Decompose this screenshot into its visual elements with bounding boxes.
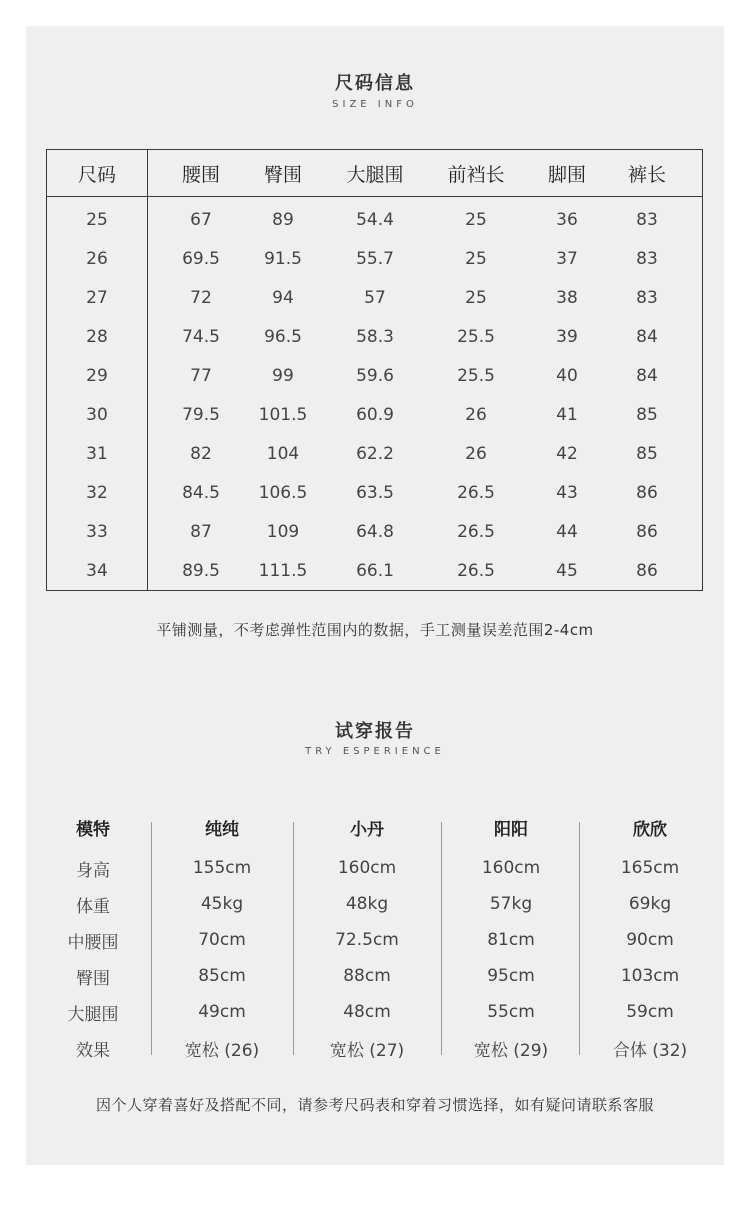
table-cell: 63.5 bbox=[356, 482, 394, 503]
table-cell: 111.5 bbox=[258, 560, 308, 581]
table-row-7 bbox=[47, 473, 702, 512]
measure-value: 57kg bbox=[489, 894, 533, 914]
table-row-2 bbox=[47, 278, 702, 317]
table-cell: 25 bbox=[465, 248, 487, 269]
measure-value: 48cm bbox=[343, 1002, 391, 1022]
table-cell: 42 bbox=[556, 443, 578, 464]
try-row bbox=[0, 958, 750, 994]
table-cell: 86 bbox=[636, 482, 658, 503]
table-cell: 106.5 bbox=[258, 482, 308, 503]
measure-value: 69kg bbox=[628, 894, 672, 914]
measure-value: 55cm bbox=[487, 1002, 535, 1022]
table-cell: 25 bbox=[465, 287, 487, 308]
table-cell: 26.5 bbox=[457, 482, 495, 503]
table-cell: 84.5 bbox=[182, 482, 220, 503]
measure-label: 臀围 bbox=[76, 968, 110, 989]
table-cell: 84 bbox=[636, 326, 658, 347]
column-separator bbox=[293, 822, 294, 1055]
table-cell: 43 bbox=[556, 482, 578, 503]
table-row-9 bbox=[47, 551, 702, 590]
table-row-6 bbox=[47, 434, 702, 473]
table-cell: 25.5 bbox=[457, 365, 495, 386]
try-report-subtitle: TRY ESPERIENCE bbox=[305, 746, 445, 757]
table-cell: 79.5 bbox=[182, 404, 220, 425]
table-cell: 34 bbox=[86, 560, 108, 581]
table-cell: 101.5 bbox=[258, 404, 308, 425]
measure-value: 合体 (32) bbox=[612, 1040, 688, 1061]
table-cell: 25 bbox=[86, 209, 108, 230]
model-name: 小丹 bbox=[350, 819, 384, 840]
column-separator bbox=[151, 822, 152, 1055]
table-header-row bbox=[47, 150, 702, 196]
measure-value: 45kg bbox=[200, 894, 244, 914]
size-info-subtitle: SIZE INFO bbox=[332, 99, 418, 110]
model-name: 欣欣 bbox=[633, 819, 667, 840]
column-header: 裤长 bbox=[627, 163, 666, 186]
try-header-row bbox=[0, 809, 750, 845]
measure-value: 103cm bbox=[620, 966, 680, 986]
table-cell: 31 bbox=[86, 443, 108, 464]
table-cell: 77 bbox=[190, 365, 212, 386]
measure-value: 95cm bbox=[487, 966, 535, 986]
try-row bbox=[0, 1030, 750, 1066]
table-row-4 bbox=[47, 356, 702, 395]
model-name: 纯纯 bbox=[205, 819, 239, 840]
model-label: 模特 bbox=[76, 819, 110, 840]
measure-value: 160cm bbox=[337, 858, 397, 878]
table-cell: 26.5 bbox=[457, 521, 495, 542]
size-note: 平铺测量，不考虑弹性范围内的数据，手工测量误差范围2-4cm bbox=[156, 621, 594, 639]
table-cell: 26 bbox=[86, 248, 108, 269]
table-cell: 85 bbox=[636, 404, 658, 425]
table-cell: 26.5 bbox=[457, 560, 495, 581]
table-cell: 57 bbox=[364, 287, 386, 308]
measure-value: 70cm bbox=[198, 930, 246, 950]
table-cell: 91.5 bbox=[264, 248, 302, 269]
table-cell: 36 bbox=[556, 209, 578, 230]
table-cell: 26 bbox=[465, 443, 487, 464]
table-cell: 83 bbox=[636, 287, 658, 308]
column-header: 前裆长 bbox=[447, 163, 505, 186]
table-cell: 85 bbox=[636, 443, 658, 464]
table-cell: 66.1 bbox=[356, 560, 394, 581]
column-separator bbox=[441, 822, 442, 1055]
table-cell: 109 bbox=[266, 521, 300, 542]
table-cell: 58.3 bbox=[356, 326, 394, 347]
measure-value: 165cm bbox=[620, 858, 680, 878]
table-cell: 64.8 bbox=[356, 521, 394, 542]
table-cell: 69.5 bbox=[182, 248, 220, 269]
table-row-5 bbox=[47, 395, 702, 434]
table-row-8 bbox=[47, 512, 702, 551]
table-cell: 86 bbox=[636, 560, 658, 581]
measure-value: 72.5cm bbox=[335, 930, 399, 950]
table-cell: 60.9 bbox=[356, 404, 394, 425]
table-cell: 104 bbox=[266, 443, 300, 464]
try-row bbox=[0, 922, 750, 958]
column-header: 脚围 bbox=[547, 163, 586, 186]
table-cell: 83 bbox=[636, 248, 658, 269]
measure-value: 48kg bbox=[345, 894, 389, 914]
table-cell: 41 bbox=[556, 404, 578, 425]
table-cell: 59.6 bbox=[356, 365, 394, 386]
model-name: 阳阳 bbox=[494, 819, 528, 840]
column-header: 大腿围 bbox=[346, 163, 404, 186]
table-cell: 96.5 bbox=[264, 326, 302, 347]
measure-value: 155cm bbox=[192, 858, 252, 878]
table-cell: 94 bbox=[272, 287, 294, 308]
table-cell: 62.2 bbox=[356, 443, 394, 464]
table-row-3 bbox=[47, 317, 702, 356]
table-cell: 87 bbox=[190, 521, 212, 542]
table-cell: 27 bbox=[86, 287, 108, 308]
table-cell: 28 bbox=[86, 326, 108, 347]
measure-label: 效果 bbox=[76, 1040, 110, 1061]
measure-value: 81cm bbox=[487, 930, 535, 950]
measure-value: 160cm bbox=[481, 858, 541, 878]
column-separator bbox=[579, 822, 580, 1055]
measure-value: 59cm bbox=[626, 1002, 674, 1022]
measure-value: 90cm bbox=[626, 930, 674, 950]
table-cell: 72 bbox=[190, 287, 212, 308]
measure-value: 85cm bbox=[198, 966, 246, 986]
table-row-1 bbox=[47, 239, 702, 278]
table-cell: 25 bbox=[465, 209, 487, 230]
table-divider-horizontal bbox=[47, 196, 702, 197]
measure-value: 宽松 (27) bbox=[329, 1040, 405, 1061]
table-cell: 86 bbox=[636, 521, 658, 542]
measure-label: 大腿围 bbox=[67, 1004, 119, 1025]
try-row bbox=[0, 850, 750, 886]
size-info-title: 尺码信息 bbox=[335, 73, 415, 94]
table-row-0 bbox=[47, 200, 702, 239]
table-cell: 84 bbox=[636, 365, 658, 386]
table-cell: 39 bbox=[556, 326, 578, 347]
measure-value: 宽松 (29) bbox=[473, 1040, 549, 1061]
table-cell: 89.5 bbox=[182, 560, 220, 581]
column-header: 腰围 bbox=[181, 163, 220, 186]
table-cell: 82 bbox=[190, 443, 212, 464]
table-cell: 99 bbox=[272, 365, 294, 386]
table-cell: 37 bbox=[556, 248, 578, 269]
table-cell: 54.4 bbox=[356, 209, 394, 230]
measure-label: 中腰围 bbox=[67, 932, 119, 953]
table-cell: 38 bbox=[556, 287, 578, 308]
table-cell: 74.5 bbox=[182, 326, 220, 347]
table-cell: 32 bbox=[86, 482, 108, 503]
measure-label: 身高 bbox=[76, 860, 110, 881]
try-row bbox=[0, 994, 750, 1030]
table-cell: 44 bbox=[556, 521, 578, 542]
table-cell: 45 bbox=[556, 560, 578, 581]
column-header: 臀围 bbox=[263, 163, 302, 186]
table-cell: 26 bbox=[465, 404, 487, 425]
size-table bbox=[46, 149, 703, 591]
try-row bbox=[0, 886, 750, 922]
measure-value: 88cm bbox=[343, 966, 391, 986]
table-cell: 55.7 bbox=[356, 248, 394, 269]
table-cell: 89 bbox=[272, 209, 294, 230]
measure-value: 49cm bbox=[198, 1002, 246, 1022]
measure-label: 体重 bbox=[76, 896, 110, 917]
try-report-note: 因个人穿着喜好及搭配不同，请参考尺码表和穿着习惯选择，如有疑问请联系客服 bbox=[95, 1096, 654, 1114]
column-header: 尺码 bbox=[77, 163, 116, 186]
try-report-title: 试穿报告 bbox=[335, 721, 415, 742]
table-cell: 25.5 bbox=[457, 326, 495, 347]
table-cell: 33 bbox=[86, 521, 108, 542]
table-cell: 30 bbox=[86, 404, 108, 425]
measure-value: 宽松 (26) bbox=[184, 1040, 260, 1061]
table-cell: 29 bbox=[86, 365, 108, 386]
table-cell: 83 bbox=[636, 209, 658, 230]
table-cell: 40 bbox=[556, 365, 578, 386]
table-cell: 67 bbox=[190, 209, 212, 230]
